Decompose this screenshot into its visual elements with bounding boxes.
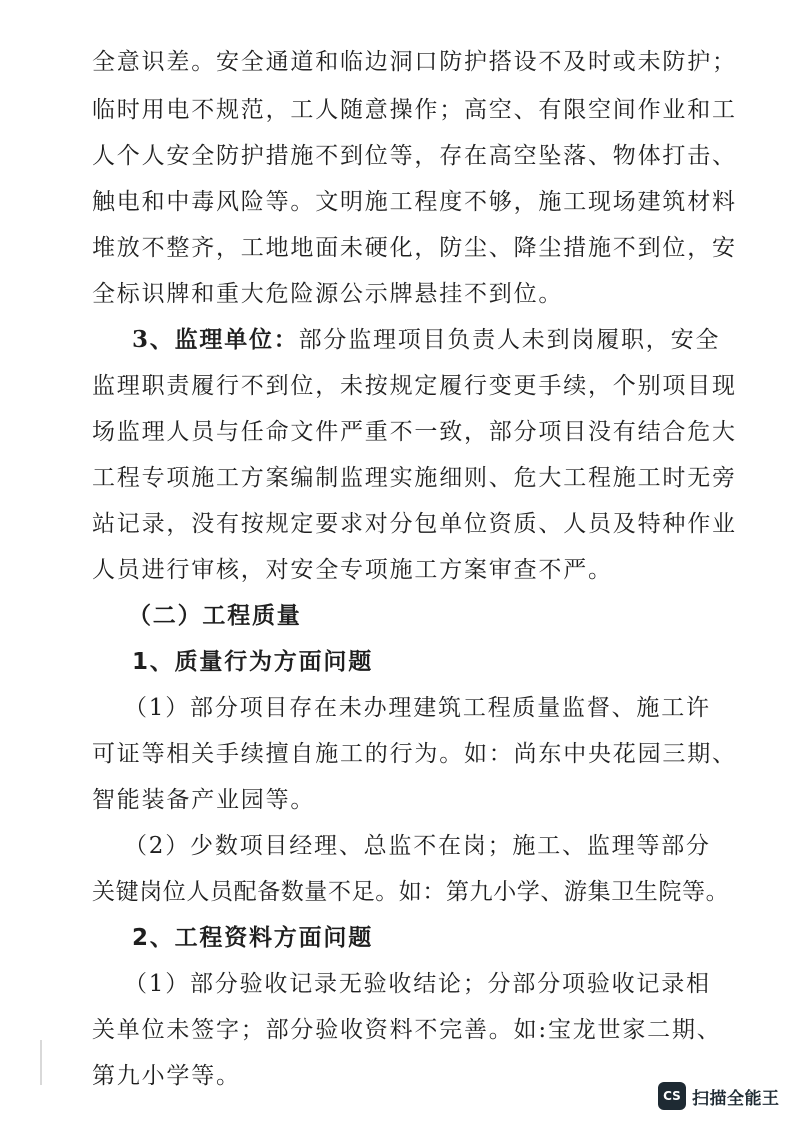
quality-item1-line-3: 智能装备产业园等。 — [92, 787, 316, 813]
p2-line-6: 人员进行审核，对安全专项施工方案审查不严。 — [92, 557, 613, 583]
supervision-unit-heading: 3、监理单位： — [132, 326, 299, 353]
p1-line-3: 人个人安全防护措施不到位等，存在高空坠落、物体打击、 — [92, 143, 737, 169]
camscanner-watermark — [658, 1082, 780, 1110]
camscanner-logo-icon: CS — [658, 1082, 686, 1110]
camscanner-watermark-text: 扫描全能王 — [692, 1088, 780, 1109]
scan-edge-shadow — [40, 1040, 42, 1085]
p2-line-2: 监理职责履行不到位，未按规定履行变更手续，个别项目现 — [92, 373, 737, 399]
p2-line-1 — [132, 325, 720, 355]
p1-line-1: 全意识差。安全通道和临边洞口防护搭设不及时或未防护； — [92, 49, 737, 75]
p1-line-5: 堆放不整齐，工地地面未硬化，防尘、降尘措施不到位，安 — [92, 235, 737, 261]
quality-behavior-title: 1、质量行为方面问题 — [132, 649, 374, 675]
docs-item1-line-1: （1）部分验收记录无验收结论；分部分项验收记录相 — [124, 971, 711, 997]
p1-line-4: 触电和中毒风险等。文明施工程度不够，施工现场建筑材料 — [92, 189, 737, 215]
quality-item1-line-2: 可证等相关手续擅自施工的行为。如：尚东中央花园三期、 — [92, 741, 737, 767]
p1-line-2: 临时用电不规范，工人随意操作；高空、有限空间作业和工 — [92, 97, 737, 123]
quality-item2-line-1: （2）少数项目经理、总监不在岗；施工、监理等部分 — [124, 833, 711, 859]
p2-line-4: 工程专项施工方案编制监理实施细则、危大工程施工时无旁 — [92, 465, 737, 491]
quality-item2-line-2: 关键岗位人员配备数量不足。如：第九小学、游集卫生院等。 — [92, 879, 730, 905]
p2-line-1-text: 部分监理项目负责人未到岗履职，安全 — [298, 327, 721, 353]
docs-item1-line-2: 关单位未签字；部分验收资料不完善。如:宝龙世家二期、 — [92, 1017, 722, 1043]
section-engineering-quality-title: （二）工程质量 — [128, 603, 302, 629]
p2-line-5: 站记录，没有按规定要求对分包单位资质、人员及特种作业 — [92, 511, 737, 537]
p2-line-3: 场监理人员与任命文件严重不一致，部分项目没有结合危大 — [92, 419, 737, 445]
quality-item1-line-1: （1）部分项目存在未办理建筑工程质量监督、施工许 — [124, 695, 711, 721]
engineering-docs-title: 2、工程资料方面问题 — [132, 925, 374, 951]
p1-line-6: 全标识牌和重大危险源公示牌悬挂不到位。 — [92, 281, 564, 307]
docs-item1-line-3: 第九小学等。 — [92, 1063, 241, 1089]
